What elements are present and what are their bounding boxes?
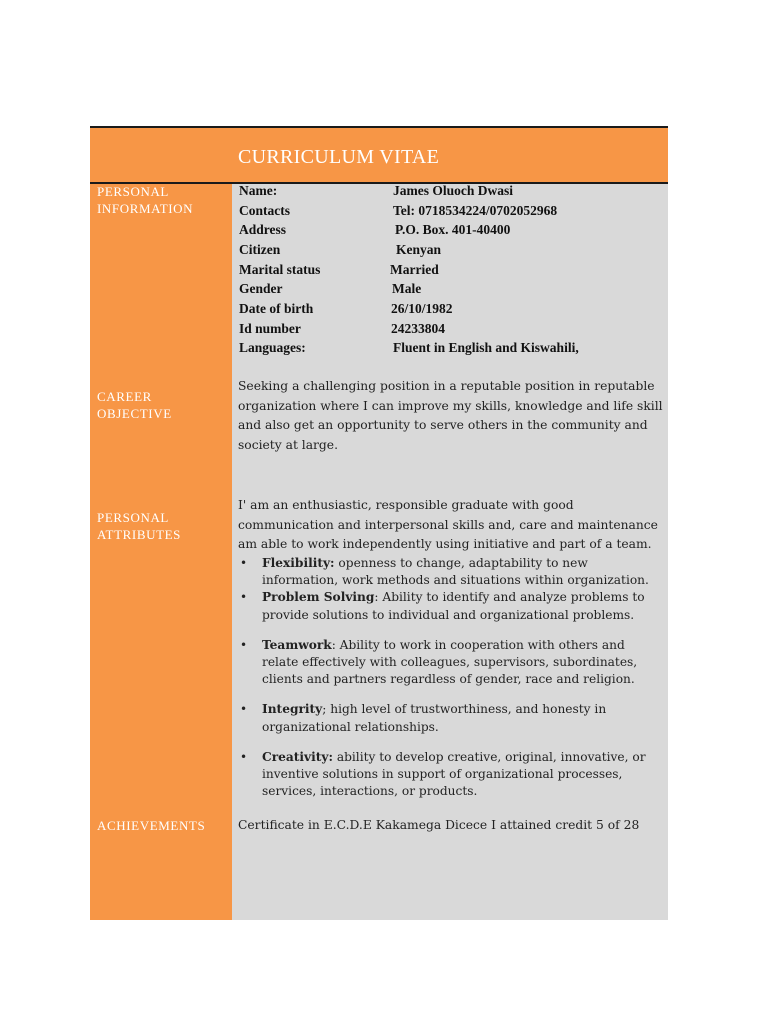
attribute-text: ; high level of trustworthiness, and honesty in organizational relationships. xyxy=(262,702,607,734)
bullet-icon: • xyxy=(240,637,248,652)
achievements-text: Certificate in E.C.D.E Kakamega Dicece I attained credit 5 of 28 xyxy=(238,818,640,832)
info-label: Languages: xyxy=(239,340,306,355)
header-band xyxy=(90,128,668,182)
info-value: Married xyxy=(390,262,439,277)
section-label-column xyxy=(90,184,232,920)
info-label: Id number xyxy=(239,321,301,336)
info-label: Name: xyxy=(239,183,278,198)
section-label-achievements: ACHIEVEMENTS xyxy=(97,818,206,833)
info-value: James Oluoch Dwasi xyxy=(393,183,514,198)
info-value: Fluent in English and Kiswahili, xyxy=(393,340,579,355)
info-value: 26/10/1982 xyxy=(391,301,453,316)
list-item-integrity xyxy=(236,701,664,735)
info-label: Date of birth xyxy=(239,301,314,316)
bullet-icon: • xyxy=(240,702,248,717)
bullet-icon: • xyxy=(240,590,248,605)
cv-title: CURRICULUM VITAE xyxy=(238,146,440,168)
attributes-list xyxy=(236,555,664,800)
cv-document xyxy=(90,126,668,920)
list-item-teamwork xyxy=(236,637,664,689)
info-value: 24233804 xyxy=(391,321,445,336)
attribute-text: : Ability to identify and analyze problems to provide solutions to individual and organizational problems. xyxy=(262,590,645,622)
career-objective-text: Seeking a challenging position in a reputable position in reputable organization where I can improve my skills, knowledge and life skill and also get an opportunity to serve others in the community and society at large. xyxy=(238,379,663,452)
info-label: Contacts xyxy=(239,203,290,218)
section-label-personal-attributes: PERSONAL ATTRIBUTES xyxy=(97,510,181,542)
attribute-text: : Ability to work in cooperation with others and relate effectively with colleagues, supervisors, subordinates, clients and partners regardless of gender, race and religion. xyxy=(262,637,638,687)
list-item-flexibility xyxy=(236,555,664,589)
info-value: Male xyxy=(392,281,422,296)
attribute-title: Flexibility: xyxy=(262,556,335,570)
attribute-text: openness to change, adaptability to new information, work methods and situations within organization. xyxy=(262,556,649,588)
info-label: Address xyxy=(239,222,287,237)
info-label: Gender xyxy=(239,281,283,296)
bullet-icon: • xyxy=(240,749,248,764)
info-value: Tel: 0718534224/0702052968 xyxy=(393,203,558,218)
list-item-problem-solving xyxy=(236,589,664,623)
attribute-title: Creativity: xyxy=(262,749,333,764)
section-label-career-objective: CAREER OBJECTIVE xyxy=(97,389,172,421)
attribute-text: ability to develop creative, original, innovative, or inventive solutions in support of organizational processes, services, interactions, or products. xyxy=(262,749,646,799)
info-value: P.O. Box. 401-40400 xyxy=(395,222,511,237)
attribute-title: Integrity xyxy=(262,702,323,717)
bullet-icon: • xyxy=(240,556,248,570)
info-label: Marital status xyxy=(239,262,321,277)
section-label-personal-information: PERSONAL INFORMATION xyxy=(97,184,194,216)
info-value: Kenyan xyxy=(396,242,442,257)
attribute-title: Problem Solving xyxy=(262,590,375,605)
list-item-creativity xyxy=(236,749,664,801)
info-label: Citizen xyxy=(239,242,281,257)
attributes-intro-text: I' am an enthusiastic, responsible graduate with good communication and interpersonal skills and, care and maintenance am able to work independently using initiative and part of a team. xyxy=(238,498,658,552)
attribute-title: Teamwork xyxy=(262,637,332,652)
